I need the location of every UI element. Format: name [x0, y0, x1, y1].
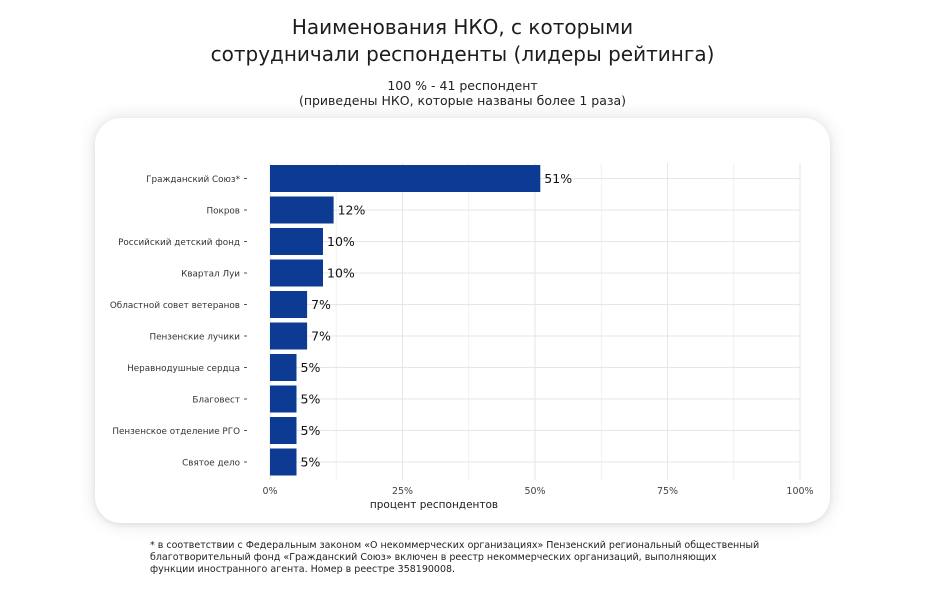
bar-0: [270, 165, 540, 192]
value-label: 5%: [300, 454, 321, 470]
category-label: Святое дело: [182, 458, 240, 469]
x-tick-label: 75%: [656, 486, 679, 497]
bar-4: [270, 291, 307, 318]
x-axis-ticks: [262, 486, 813, 497]
value-label: 10%: [327, 234, 355, 249]
category-label: Неравнодушные сердца: [127, 364, 240, 374]
chart-card: [95, 118, 830, 523]
footnote-line-3: функции иностранного агента. Номер в реестре 358190008.: [150, 564, 456, 575]
chart-header: [0, 14, 925, 108]
category-label: Гражданский Союз*: [146, 175, 240, 185]
x-axis-title: процент респондентов: [369, 499, 499, 511]
x-tick-label: 100%: [786, 486, 814, 497]
value-labels: [301, 171, 573, 470]
footnote-line-1: * в соответствии с Федеральным законом «О некоммерческих организациях» Пензенский региональный общественный: [150, 540, 760, 551]
category-label: Покров: [206, 206, 240, 217]
category-labels: [110, 175, 247, 469]
bar-2: [270, 228, 323, 255]
bar-8: [270, 417, 297, 444]
bar-1: [270, 197, 334, 224]
category-label: Пензенские лучики: [149, 332, 240, 343]
footnote: [150, 540, 800, 576]
x-tick-label: 50%: [524, 486, 546, 497]
bar-6: [270, 354, 297, 381]
category-label: Областной совет ветеранов: [109, 301, 240, 311]
chart-title-line-2: сотрудничали респонденты (лидеры рейтинга): [210, 42, 715, 66]
x-tick-label: 25%: [391, 486, 414, 497]
chart-title-line-1: Наименования НКО, с которыми: [291, 15, 634, 39]
bar-7: [270, 386, 297, 413]
value-label: 7%: [311, 297, 331, 312]
category-label: Благовест: [192, 395, 240, 406]
bar-3: [270, 260, 323, 287]
bar-9: [270, 449, 297, 476]
footnote-line-2: благотворительный фонд «Гражданский Союз» включен в реестр некоммерческих организаций, выполняющих: [150, 552, 717, 563]
value-label: 5%: [300, 360, 321, 375]
bar-chart: [95, 118, 830, 523]
category-label: Пензенское отделение РГО: [112, 427, 240, 437]
x-tick-label: 0%: [262, 486, 278, 497]
chart-subtitle-line-2: (приведены НКО, которые названы более 1 раза): [298, 93, 627, 108]
value-label: 12%: [337, 202, 366, 218]
value-label: 51%: [544, 171, 573, 186]
bar-5: [270, 323, 307, 350]
value-label: 5%: [300, 391, 321, 407]
category-label: Российский детский фонд: [118, 238, 240, 248]
value-label: 5%: [300, 423, 321, 438]
chart-subtitle-line-1: 100 % - 41 респондент: [387, 78, 538, 93]
category-label: Квартал Луи: [181, 269, 240, 280]
value-label: 7%: [311, 328, 331, 344]
value-label: 10%: [327, 265, 355, 281]
